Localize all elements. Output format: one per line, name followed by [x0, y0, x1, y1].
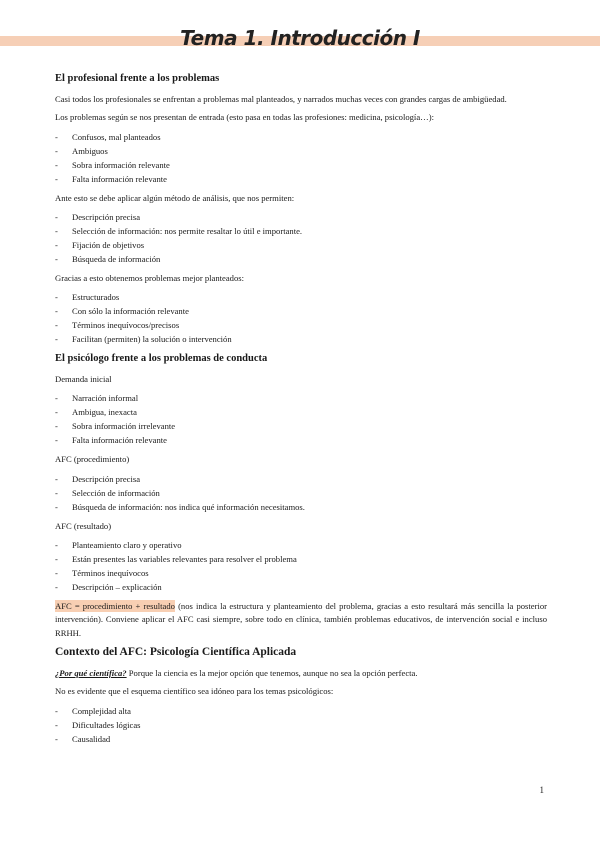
bullet-list: [55, 538, 547, 594]
list-item: - Ambigua, inexacta: [55, 405, 547, 419]
bullet-list: [55, 472, 547, 514]
paragraph: Ante esto se debe aplicar algún método de análisis, que nos permiten:: [55, 192, 295, 203]
paragraph-text: Porque la ciencia es la mejor opción que tenemos, aunque no sea la opción perfecta.: [126, 667, 418, 678]
paragraph: Gracias a esto obtenemos problemas mejor planteados:: [55, 272, 245, 283]
list-item: - Confusos, mal planteados: [55, 130, 547, 144]
bullet-list: [55, 130, 547, 186]
subheading: AFC (resultado): [55, 520, 112, 531]
list-item: - Con sólo la información relevante: [55, 304, 547, 318]
list-item: - Causalidad: [55, 732, 547, 746]
subheading: AFC (procedimiento): [55, 454, 130, 465]
list-item: - Descripción precisa: [55, 210, 547, 224]
question-text: ¿Por qué científica?: [55, 667, 127, 678]
list-item: - Sobra información irrelevante: [55, 419, 547, 433]
paragraph: [55, 600, 547, 640]
list-item: - Falta información relevante: [55, 172, 547, 186]
list-item: - Selección de información: [55, 486, 547, 500]
bullet-list: [55, 210, 547, 266]
paragraph-text: (nos indica la estructura y planteamiento del problema, gracias a esto resultará más sencilla la posterior intervención). Conviene aplicar el AFC casi siempre, sobre todo en clínica, también problemas educativos, de intervención social e incluso RRHH.: [55, 601, 547, 638]
subheading: Demanda inicial: [55, 374, 112, 385]
page-number: 1: [539, 785, 544, 795]
highlighted-formula: AFC = procedimiento + resultado: [55, 601, 175, 612]
list-item: - Están presentes las variables relevantes para resolver el problema: [55, 552, 547, 566]
list-item: - Sobra información relevante: [55, 158, 547, 172]
document-body: [55, 72, 547, 752]
list-item: - Descripción – explicación: [55, 580, 547, 594]
list-item: - Ambiguos: [55, 144, 547, 158]
list-item: - Términos inequívocos: [55, 566, 547, 580]
paragraph: Casi todos los profesionales se enfrentan a problemas mal planteados, y narrados muchas veces con grandes cargas de ambigüedad.: [55, 94, 507, 104]
bullet-list: [55, 391, 547, 447]
section-heading: El profesional frente a los problemas: [55, 73, 220, 84]
section-heading: Contexto del AFC: Psicología Científica Aplicada: [55, 645, 297, 658]
list-item: - Fijación de objetivos: [55, 238, 547, 252]
list-item: - Búsqueda de información: nos indica qué información necesitamos.: [55, 500, 547, 514]
bullet-list: [55, 704, 547, 746]
list-item: - Planteamiento claro y operativo: [55, 538, 547, 552]
paragraph: No es evidente que el esquema científico sea idóneo para los temas psicológicos:: [55, 686, 334, 697]
paragraph: [55, 667, 547, 680]
list-item: - Estructurados: [55, 290, 547, 304]
list-item: - Dificultades lógicas: [55, 718, 547, 732]
paragraph: Los problemas según se nos presentan de entrada (esto pasa en todas las profesiones: medicina, psicología…):: [55, 112, 434, 123]
list-item: - Complejidad alta: [55, 704, 547, 718]
list-item: - Términos inequívocos/precisos: [55, 318, 547, 332]
page-title: Tema 1. Introducción I: [180, 26, 420, 50]
section-heading: El psicólogo frente a los problemas de conducta: [55, 353, 268, 365]
list-item: - Descripción precisa: [55, 472, 547, 486]
list-item: - Selección de información: nos permite resaltar lo útil e importante.: [55, 224, 547, 238]
list-item: - Facilitan (permiten) la solución o intervención: [55, 332, 547, 346]
list-item: - Narración informal: [55, 391, 547, 405]
bullet-list: [55, 290, 547, 346]
list-item: - Búsqueda de información: [55, 252, 547, 266]
list-item: - Falta información relevante: [55, 433, 547, 447]
